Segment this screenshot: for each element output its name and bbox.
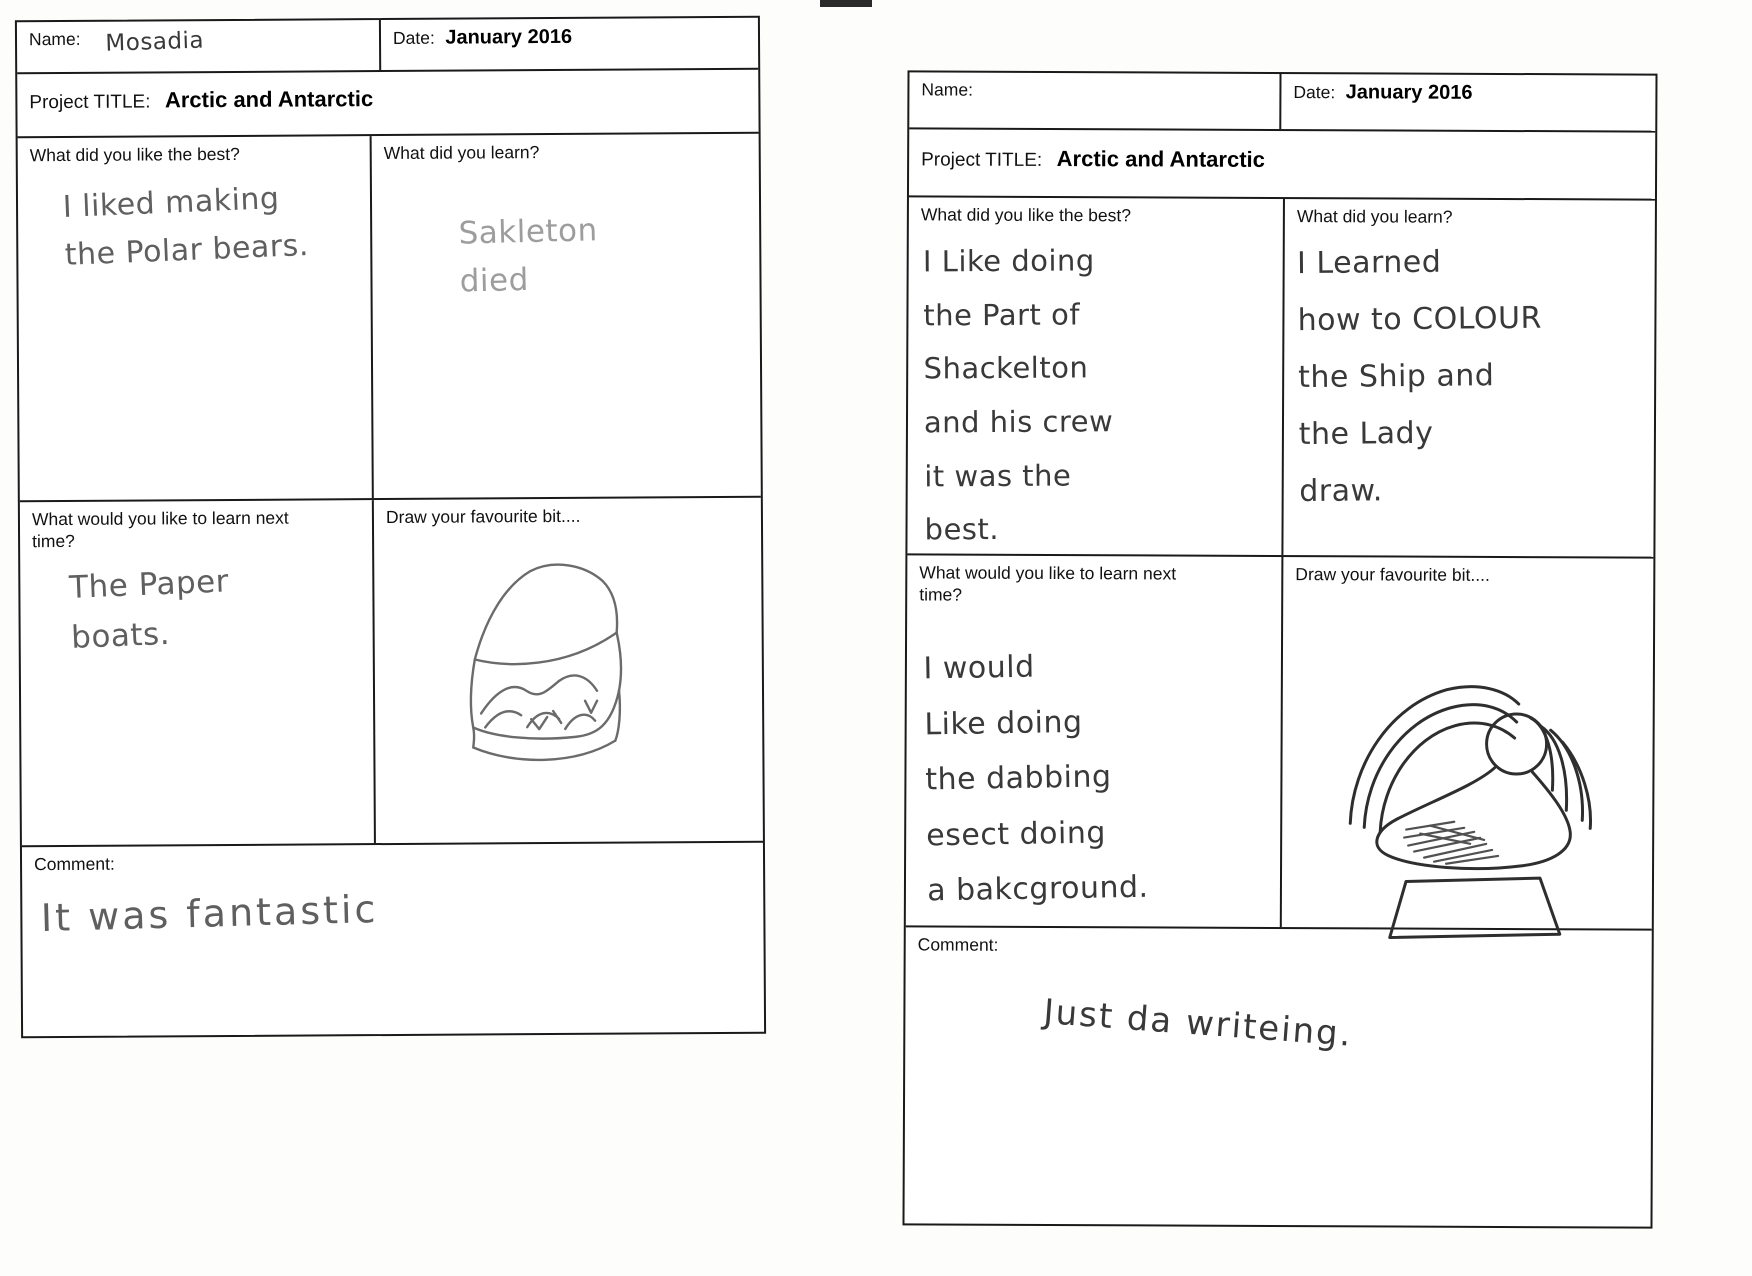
name-date-row (17, 18, 758, 75)
question-next-label: What would you like to learn next time? (919, 562, 1177, 605)
comment-label: Comment: (917, 934, 999, 955)
project-title-cell (17, 70, 758, 137)
comment-row (22, 843, 764, 1037)
name-date-row (909, 72, 1655, 132)
date-label: Date: (392, 27, 435, 48)
project-title-label: Project TITLE: (29, 91, 151, 114)
answer-next: I would Like doing the dabbing esect doing a bakcground. (923, 649, 1149, 909)
comment-cell (905, 927, 1652, 1222)
name-cell (909, 72, 1279, 129)
comment-row (905, 927, 1652, 1222)
name-value: Mosadia (105, 27, 205, 57)
comment-cell (22, 843, 764, 1037)
answer-learn: I Learned how to COLOUR the Ship and the Lady draw. (1296, 244, 1543, 510)
date-cell (379, 18, 758, 70)
name-label: Name: (28, 28, 81, 50)
scan-edge-artifact (820, 0, 872, 7)
comment-label: Comment: (33, 853, 115, 875)
comment-value: It was fantastic (40, 887, 379, 941)
question-best-label: What did you like the best? (920, 204, 1132, 226)
project-title-cell (909, 129, 1655, 198)
date-value: January 2016 (1345, 81, 1473, 104)
question-draw-label: Draw your favourite bit.... (1295, 564, 1490, 585)
drawing-iceberg (434, 540, 696, 822)
project-title-row (17, 70, 758, 139)
date-label: Date: (1293, 82, 1336, 103)
answer-best: I liked making the Polar bears. (62, 181, 310, 273)
question-draw-cell (1280, 557, 1654, 929)
question-next-label: What would you like to learn next time? (31, 507, 289, 552)
date-value: January 2016 (445, 25, 573, 49)
question-best-cell (907, 197, 1283, 555)
question-next-cell (20, 500, 374, 845)
question-draw-cell (372, 498, 763, 843)
question-learn-label: What did you learn? (383, 142, 540, 164)
question-learn-cell (370, 134, 761, 498)
next-draw-row (20, 498, 763, 848)
project-title-value: Arctic and Antarctic (1056, 146, 1265, 172)
date-cell (1279, 74, 1655, 131)
evaluation-sheet-right (902, 70, 1657, 1228)
project-title-label: Project TITLE: (921, 149, 1043, 171)
comment-value: Just da writeing. (1042, 991, 1354, 1055)
name-label: Name: (921, 79, 974, 100)
answer-next: The Paper boats. (68, 563, 230, 656)
question-best-label: What did you like the best? (29, 143, 240, 166)
project-title-value: Arctic and Antarctic (164, 86, 374, 113)
question-learn-label: What did you learn? (1296, 206, 1453, 227)
question-best-cell (18, 136, 372, 500)
question-learn-cell (1281, 199, 1655, 557)
project-title-row (909, 129, 1655, 200)
next-draw-row (906, 555, 1654, 930)
answer-learn: Sakleton died (458, 212, 599, 300)
name-cell (17, 20, 379, 72)
answer-best: I Like doing the Part of Shackelton and his crew it was the best. (922, 243, 1114, 547)
best-learn-row (907, 197, 1655, 558)
evaluation-sheet-left (15, 16, 766, 1039)
question-next-cell (906, 555, 1282, 927)
question-draw-label: Draw your favourite bit.... (385, 505, 581, 528)
best-learn-row (18, 134, 761, 503)
